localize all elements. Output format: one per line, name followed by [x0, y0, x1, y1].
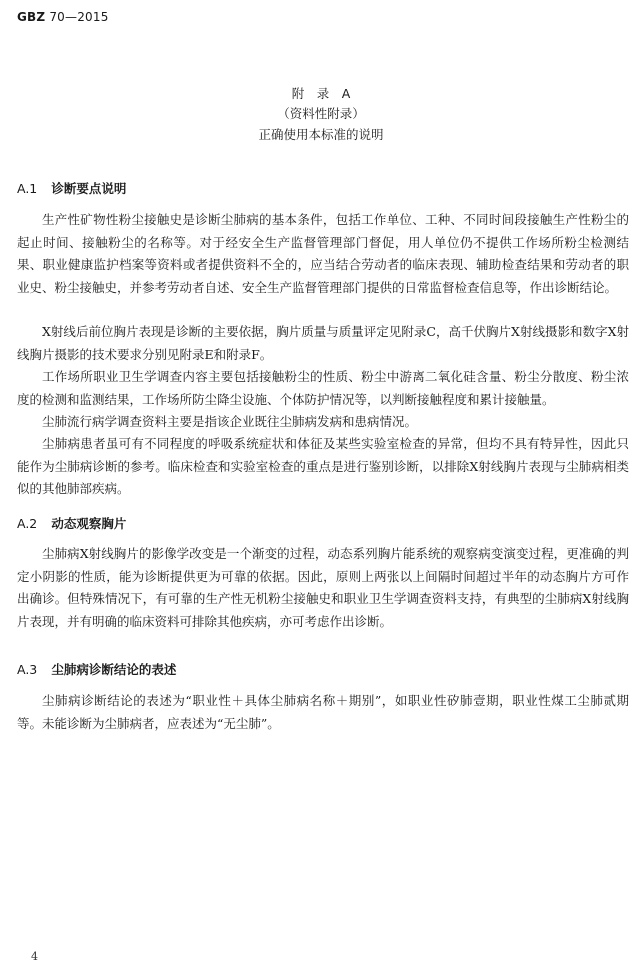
standard-code: GBZ	[17, 10, 46, 24]
section-title: 动态观察胸片	[51, 516, 127, 531]
paragraph: 尘肺流行病学调查资料主要是指该企业既往尘肺病发病和患病情况。	[42, 414, 418, 429]
paragraph: 尘肺病X射线胸片的影像学改变是一个渐变的过程，动态系列胸片能系统的观察病变演变过程，更准确的判定小阴影的性质，能为诊断提供更为可靠的依据。因此，原则上两张以上间隔时间超过半年的动态胸片方可作出确诊。但特殊情况下，有可靠的生产性无机粉尘接触史和职业卫生学调查资料支持，有典型的尘肺病X射线胸片表现，并有明确的临床资料可排除其他疾病，亦可考虑作出诊断。	[17, 546, 629, 629]
section-heading-a2	[17, 514, 126, 532]
paragraph: 尘肺病诊断结论的表述为“职业性＋具体尘肺病名称＋期别”，如职业性矽肺壹期，职业性煤工尘肺贰期等。未能诊断为尘肺病者，应表述为“无尘肺”。	[17, 693, 629, 731]
appendix-type: （资料性附录）	[277, 106, 365, 121]
section-title: 诊断要点说明	[51, 181, 127, 196]
appendix-name: 正确使用本标准的说明	[258, 127, 384, 142]
page-number: 4	[31, 950, 38, 963]
section-title: 尘肺病诊断结论的表述	[51, 662, 177, 677]
section-number: A.3	[17, 662, 38, 677]
paragraph: X射线后前位胸片表现是诊断的主要依据，胸片质量与质量评定见附录C，高千伏胸片X射线摄影和数字X射线胸片摄影的技术要求分别见附录E和附录F。	[17, 324, 629, 362]
section-number: A.2	[17, 516, 38, 531]
document-header	[17, 10, 109, 24]
paragraph: 尘肺病患者虽可有不同程度的呼吸系统症状和体征及某些实验室检查的异常，但均不具有特异性，因此只能作为尘肺病诊断的参考。临床检查和实验室检查的重点是进行鉴别诊断，以排除X射线胸片表现与尘肺病相类似的其他肺部疾病。	[17, 436, 629, 496]
section-number: A.1	[17, 181, 38, 196]
paragraph: 生产性矿物性粉尘接触史是诊断尘肺病的基本条件，包括工作单位、工种、不同时间段接触生产性粉尘的起止时间、接触粉尘的名称等。对于经安全生产监督管理部门督促，用人单位仍不提供工作场所粉尘检测结果、职业健康监护档案等资料或者提供资料不全的，应当结合劳动者的临床表现、辅助检查结果和劳动者的职业史、粉尘接触史，并参考劳动者自述、安全生产监督管理部门提供的日常监督检查信息等，作出诊断结论。	[17, 212, 629, 295]
section-heading-a1	[17, 179, 126, 197]
paragraph: 工作场所职业卫生学调查内容主要包括接触粉尘的性质、粉尘中游离二氧化硅含量、粉尘分散度、粉尘浓度的检测和监测结果，工作场所防尘降尘设施、个体防护情况等，以判断接触程度和累计接触量。	[17, 369, 629, 407]
appendix-title: 附 录 A	[291, 86, 351, 101]
section-heading-a3	[17, 660, 176, 678]
standard-number: 70—2015	[49, 10, 109, 24]
